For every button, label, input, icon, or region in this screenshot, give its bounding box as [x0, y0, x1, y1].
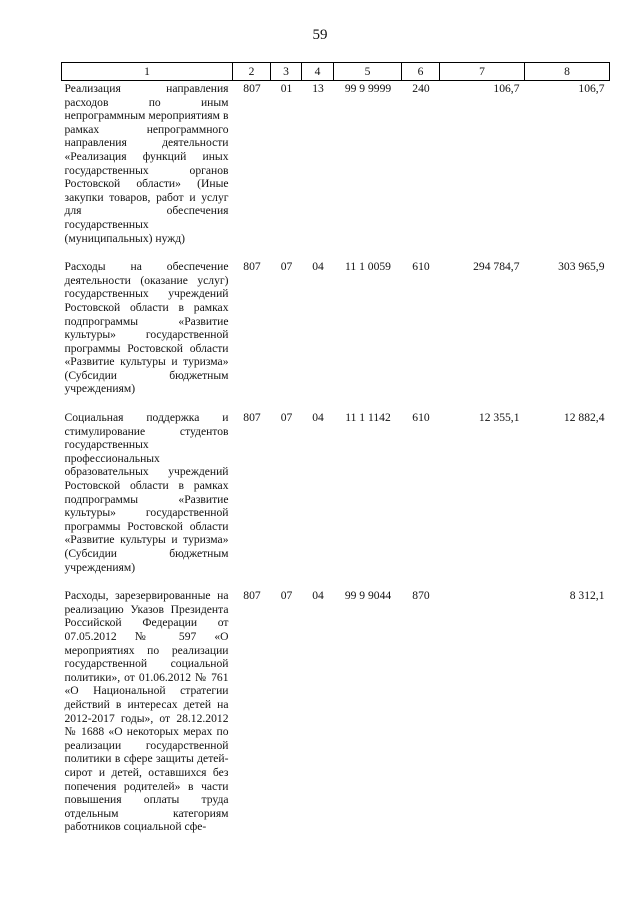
row-description: Социальная поддержка и стимулирование студентов государственных профессиональных образовательных учреждений Ростовской области в рамках подпрограммы «Развитие культуры» государственной программы Ростовской области «Развитие культуры и туризма» (Субсидии бюджетным учреждениям)	[64, 411, 229, 574]
row-target-article: 99 9 9999	[344, 82, 392, 95]
row-target-article: 11 1 0059	[345, 260, 391, 274]
row-target-article: 99 9 9044	[344, 589, 392, 603]
row-section-code: 07	[280, 411, 293, 425]
row-amount-col7: 294 784,7	[473, 260, 520, 274]
row-amount-col8: 106,7	[578, 82, 605, 95]
table-row	[62, 81, 610, 260]
row-section-code: 07	[280, 589, 293, 603]
row-subsection-code: 04	[312, 260, 324, 274]
row-ministry-code: 807	[243, 82, 261, 95]
row-amount-col7	[440, 588, 525, 848]
header-col-2: 2	[233, 63, 271, 81]
budget-table	[61, 62, 610, 848]
row-ministry-code: 807	[243, 589, 261, 603]
header-col-4: 4	[302, 63, 334, 81]
row-section-code: 07	[280, 260, 293, 274]
header-col-6: 6	[402, 63, 440, 81]
row-subsection-code: 04	[312, 411, 324, 425]
table-row	[62, 410, 610, 588]
row-description: Расходы на обеспечение деятельности (оказание услуг) государственных учреждений Ростовской области в рамках подпрограммы «Развитие культуры» государственной программы Ростовской области «Развитие культуры и туризма» (Субсидии бюджетным учреждениям)	[64, 260, 229, 396]
header-col-1: 1	[62, 63, 233, 81]
row-expense-type: 240	[412, 82, 430, 95]
row-description: Расходы, зарезервированные на реализацию Указов Президента Российской Федерации от 07.05.2012 № 597 «О мероприятиях по реализации государственной социальной политики», от 01.06.2012 № 761 «О Национальной стратегии действий в интересах детей на 2012-2017 годы», от 28.12.2012 № 1688 «О некоторых мерах по реализации государственной политики в сфере защиты детей-сирот и детей, оставшихся без попечения родителей» в части повышения оплаты труда отдельным категориям работников социальной сфе-	[64, 589, 229, 834]
header-col-8: 8	[525, 63, 610, 81]
header-col-7: 7	[440, 63, 525, 81]
row-expense-type: 610	[412, 260, 430, 274]
row-amount-col8: 12 882,4	[563, 411, 605, 425]
row-amount-col8: 303 965,9	[558, 260, 605, 274]
row-expense-type: 870	[412, 589, 430, 603]
table-row	[62, 259, 610, 410]
row-section-code: 01	[280, 82, 293, 95]
row-amount-col7: 106,7	[493, 82, 520, 95]
row-subsection-code: 04	[312, 589, 324, 603]
row-subsection-code: 13	[312, 82, 324, 95]
header-col-3: 3	[271, 63, 302, 81]
row-amount-col7: 12 355,1	[478, 411, 520, 425]
table-row	[62, 588, 610, 848]
row-ministry-code: 807	[243, 411, 261, 425]
header-col-5: 5	[334, 63, 402, 81]
row-ministry-code: 807	[243, 260, 261, 274]
row-expense-type: 610	[412, 411, 430, 425]
row-target-article: 11 1 1142	[345, 411, 391, 425]
table-header	[62, 63, 610, 81]
row-amount-col8: 8 312,1	[569, 589, 605, 603]
page-number: 59	[312, 27, 328, 43]
row-description: Реализация направления расходов по иным непрограммным мероприятиям в рамках непрограммного направления деятельности «Реализация функций иных государственных органов Ростовской области» (Иные закупки товаров, работ и услуг для обеспечения государственных (муниципальных) нужд)	[64, 82, 229, 245]
